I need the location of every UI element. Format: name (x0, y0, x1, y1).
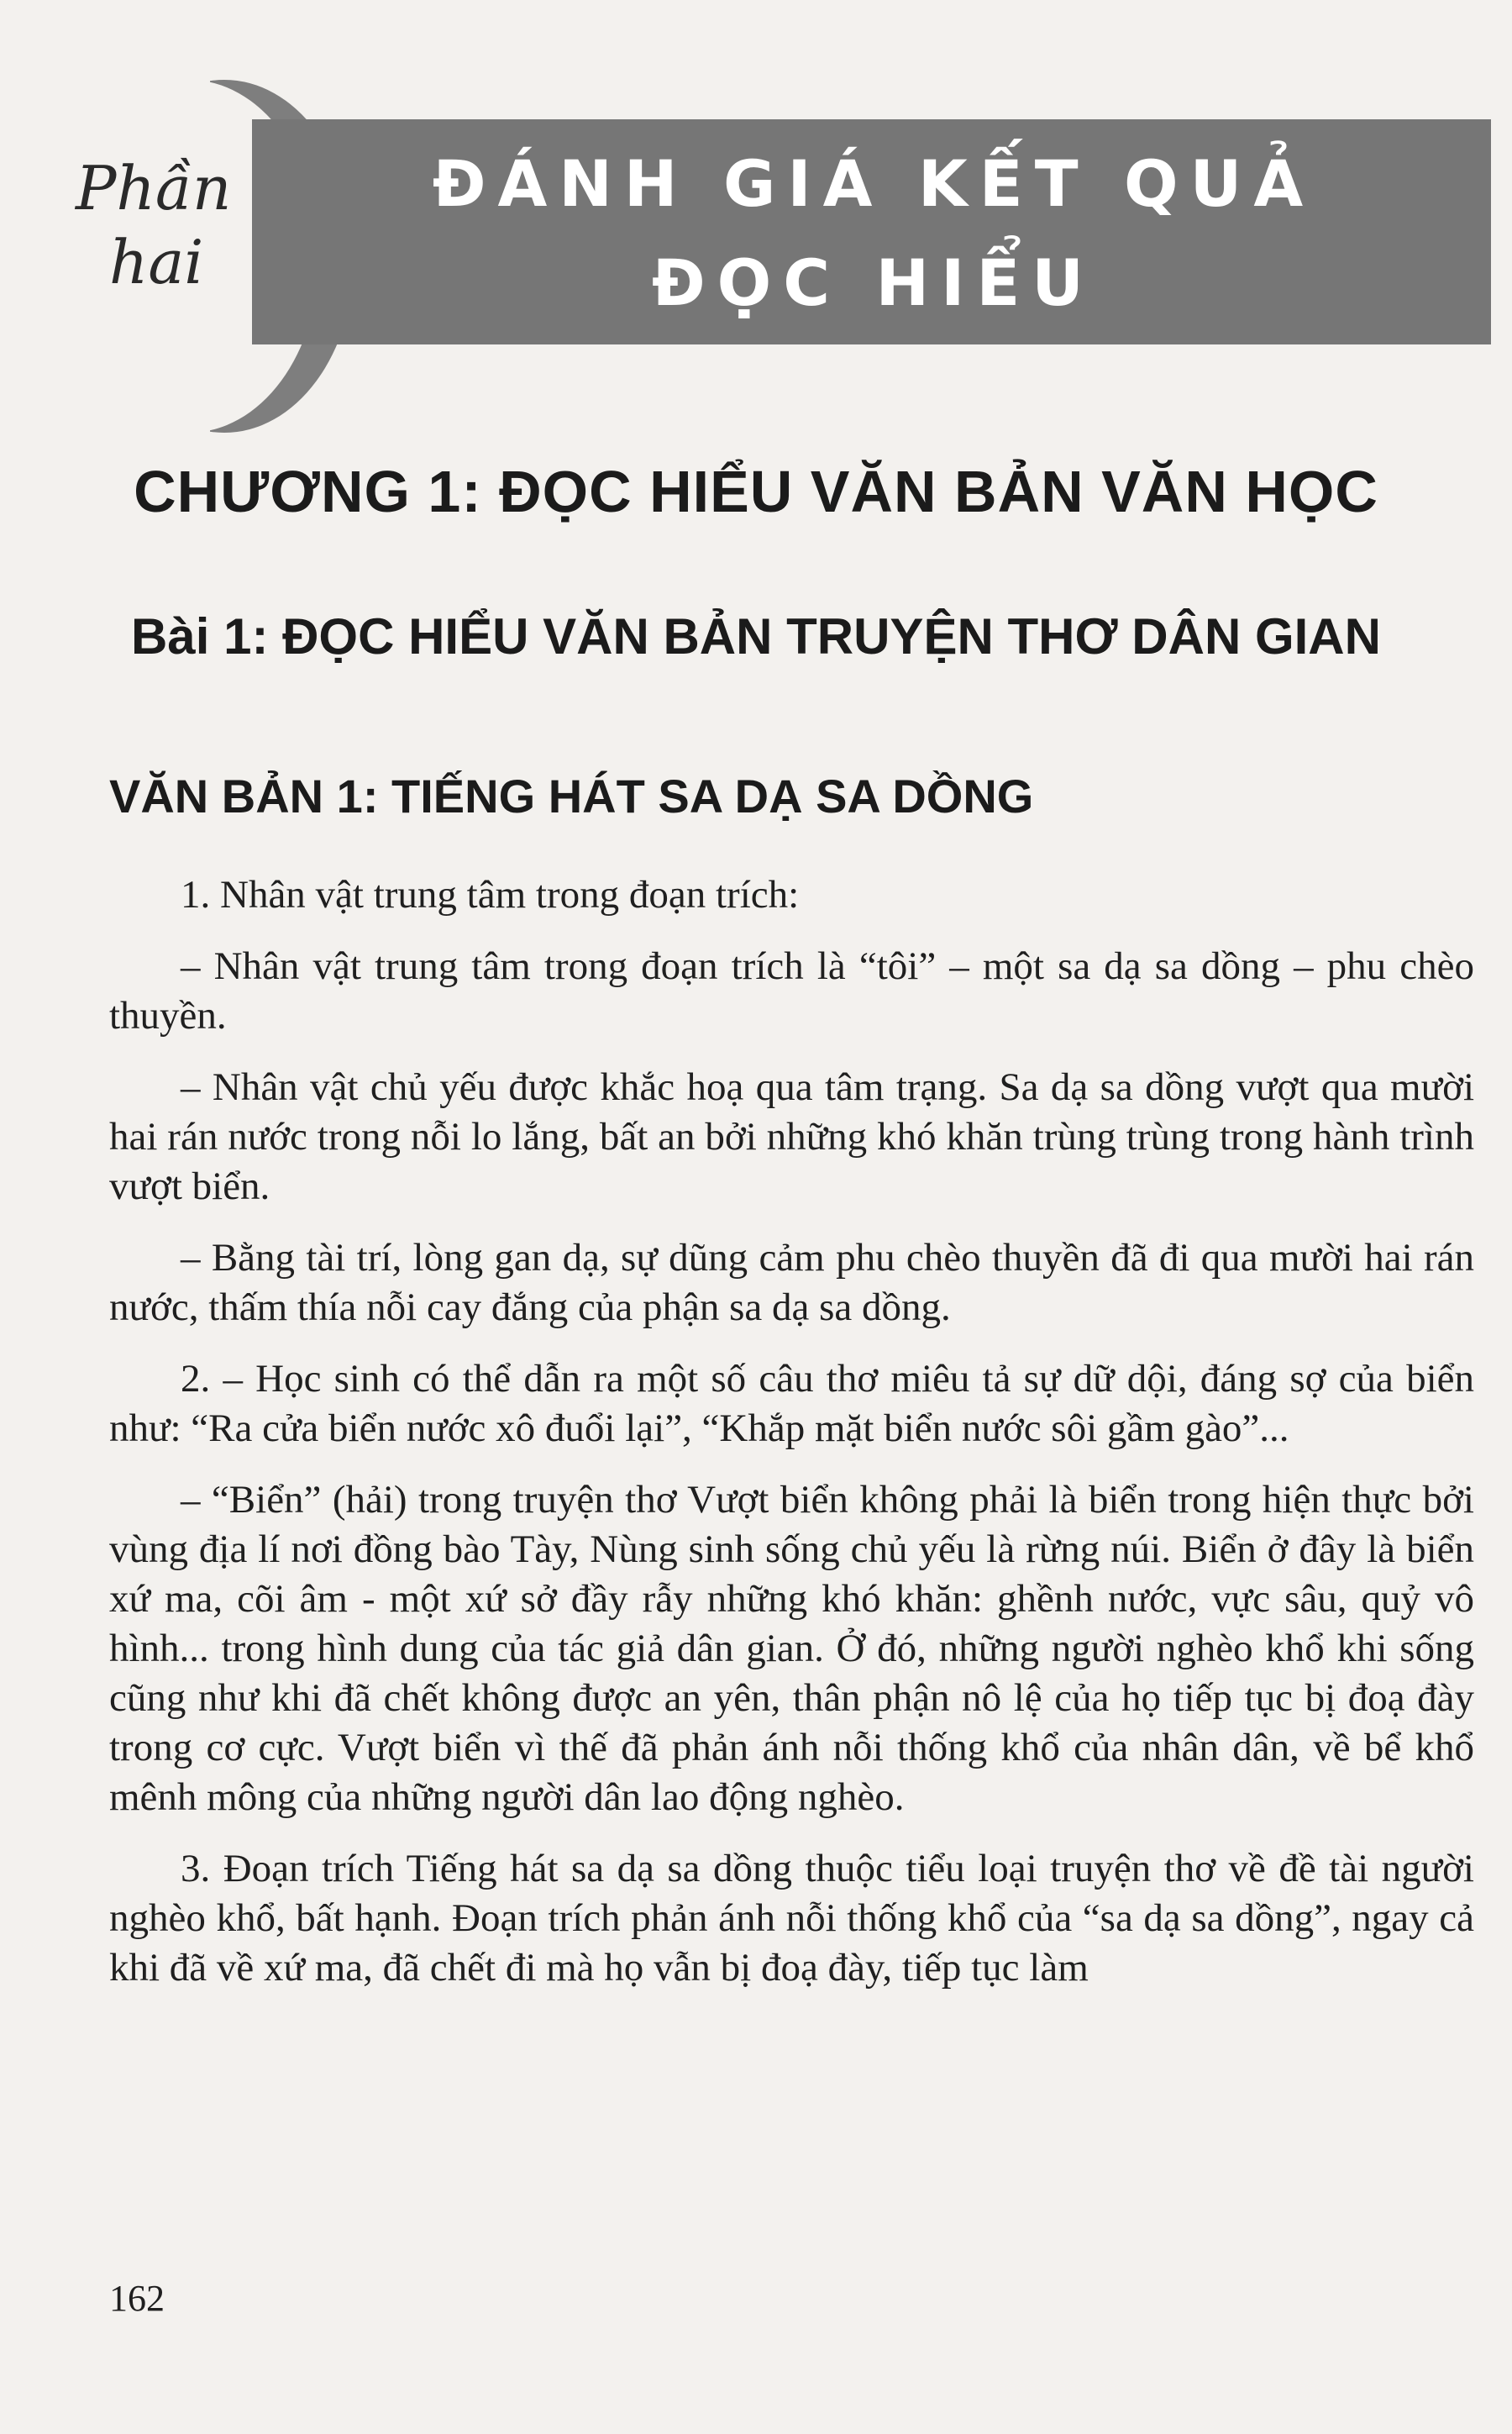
section-title: VĂN BẢN 1: TIẾNG HÁT SA DẠ SA DỒNG (109, 770, 1034, 823)
part-title-line1: ĐÁNH GIÁ KẾT QUẢ (432, 146, 1315, 221)
lesson-title: Bài 1: ĐỌC HIỂU VĂN BẢN TRUYỆN THƠ DÂN GIAN (131, 608, 1381, 665)
body-text (109, 870, 1474, 2015)
chapter-title: CHƯƠNG 1: ĐỌC HIỂU VĂN BẢN VĂN HỌC (134, 459, 1378, 524)
paragraph: 1. Nhân vật trung tâm trong đoạn trích: (181, 873, 800, 917)
part-label (76, 151, 244, 299)
paragraph: 2. – Học sinh có thể dẫn ra một số câu thơ miêu tả sự dữ dội, đáng sợ của biển như: “Ra cửa biển nước xô đuổi lại”, “Khắp mặt biển nước sôi gầm gào”... (109, 1357, 1474, 1450)
paragraph: 3. Đoạn trích Tiếng hát sa dạ sa dồng thuộc tiểu loại truyện thơ về đề tài người nghèo khổ, bất hạnh. Đoạn trích phản ánh nỗi thống khổ của “sa dạ sa dồng”, ngay cả khi đã về xứ ma, đã chết đi mà họ vẫn bị đoạ đày, tiếp tục làm (109, 1847, 1474, 1990)
part-title (277, 134, 1470, 333)
paragraph: – Bằng tài trí, lòng gan dạ, sự dũng cảm phu chèo thuyền đã đi qua mười hai rán nước, thấm thía nỗi cay đắng của phận sa dạ sa dồng. (109, 1236, 1474, 1329)
paragraph: – “Biển” (hải) trong truyện thơ Vượt biển không phải là biển trong hiện thực bởi vùng địa lí nơi đồng bào Tày, Nùng sinh sống chủ yếu là rừng núi. Biển ở đây là biển xứ ma, cõi âm - một xứ sở đầy rẫy những khó khăn: ghềnh nước, vực sâu, quỷ vô hình... trong hình dung của tác giả dân gian. Ở đó, những người nghèo khổ khi sống cũng như khi đã chết không được an yên, thân phận nô lệ của họ tiếp tục bị đoạ đày trong cơ cực. Vượt biển vì thế đã phản ánh nỗi thống khổ của nhân dân, về bể khổ mênh mông của những người dân lao động nghèo. (109, 1478, 1474, 1819)
part-title-line2: ĐỌC HIỂU (651, 245, 1096, 320)
paragraph: – Nhân vật trung tâm trong đoạn trích là “tôi” – một sa dạ sa dồng – phu chèo thuyền. (109, 944, 1474, 1038)
page-number: 162 (109, 2278, 165, 2319)
paragraph: – Nhân vật chủ yếu được khắc hoạ qua tâm trạng. Sa dạ sa dồng vượt qua mười hai rán nước trong nỗi lo lắng, bất an bởi những khó khăn trùng trùng trong hành trình vượt biển. (109, 1065, 1474, 1208)
part-label-line2: hai (109, 227, 204, 297)
part-label-line1: Phần (76, 153, 232, 223)
